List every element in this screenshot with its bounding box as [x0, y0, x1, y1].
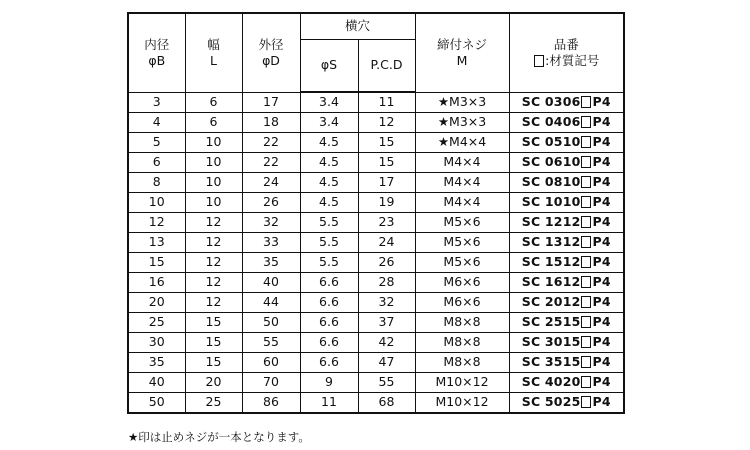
cell-inner-diameter: 25: [128, 313, 185, 333]
cell-pcd: 19: [358, 193, 415, 213]
table-row: [128, 353, 624, 373]
header-part-number: [509, 13, 624, 92]
cell-pcd: 37: [358, 313, 415, 333]
part-number-code: SC 3515: [521, 354, 581, 370]
table-row: [128, 193, 624, 213]
part-number-suffix: P4: [592, 374, 611, 390]
header-width-label: 幅: [207, 36, 220, 52]
table-row: [128, 273, 624, 293]
cell-hole-diameter: 6.6: [300, 353, 358, 373]
table-row: [128, 213, 624, 233]
cell-outer-diameter: 17: [242, 92, 300, 113]
cell-width: 12: [185, 213, 242, 233]
cell-part-number: [509, 373, 624, 393]
material-code-box-icon: [581, 196, 591, 208]
material-code-box-icon: [581, 256, 591, 268]
table-row: [128, 173, 624, 193]
cell-hole-diameter: 6.6: [300, 273, 358, 293]
cell-pcd: 12: [358, 113, 415, 133]
header-hole-diameter: φS: [300, 40, 358, 93]
cell-inner-diameter: 10: [128, 193, 185, 213]
cell-hole-diameter: 5.5: [300, 213, 358, 233]
header-screw-label: 締付ネジ: [437, 36, 488, 52]
cell-inner-diameter: 13: [128, 233, 185, 253]
cell-hole-diameter: 6.6: [300, 293, 358, 313]
cell-pcd: 23: [358, 213, 415, 233]
cell-outer-diameter: 55: [242, 333, 300, 353]
cell-screw: ★M3×3: [415, 113, 509, 133]
part-number-suffix: P4: [592, 234, 611, 250]
part-number-suffix: P4: [592, 254, 611, 270]
cell-width: 15: [185, 333, 242, 353]
cell-part-number: [509, 253, 624, 273]
material-code-box-icon: [581, 296, 591, 308]
cell-part-number: [509, 133, 624, 153]
cell-inner-diameter: 3: [128, 92, 185, 113]
cell-width: 10: [185, 153, 242, 173]
cell-inner-diameter: 35: [128, 353, 185, 373]
cell-pcd: 17: [358, 173, 415, 193]
cell-screw: M4×4: [415, 173, 509, 193]
header-screw-symbol: M: [456, 52, 468, 68]
material-code-box-icon: [581, 316, 591, 328]
cell-outer-diameter: 40: [242, 273, 300, 293]
material-code-box-icon: [581, 156, 591, 168]
part-number-suffix: P4: [592, 94, 611, 109]
part-number-suffix: P4: [592, 134, 611, 150]
part-number-code: SC 1212: [521, 214, 581, 230]
cell-pcd: 26: [358, 253, 415, 273]
cell-width: 12: [185, 253, 242, 273]
cell-screw: M8×8: [415, 333, 509, 353]
cell-outer-diameter: 86: [242, 393, 300, 414]
material-code-box-icon: [581, 216, 591, 228]
cell-part-number: [509, 293, 624, 313]
material-code-box-icon: [581, 376, 591, 388]
material-code-box-icon: [581, 396, 591, 408]
material-code-box-icon: [534, 55, 544, 67]
material-code-box-icon: [581, 236, 591, 248]
part-number-suffix: P4: [592, 394, 611, 410]
cell-outer-diameter: 26: [242, 193, 300, 213]
table-row: [128, 113, 624, 133]
cell-part-number: [509, 353, 624, 373]
cell-screw: M6×6: [415, 273, 509, 293]
cell-outer-diameter: 18: [242, 113, 300, 133]
cell-width: 20: [185, 373, 242, 393]
cell-screw: M4×4: [415, 153, 509, 173]
cell-screw: M8×8: [415, 353, 509, 373]
cell-part-number: [509, 233, 624, 253]
part-number-suffix: P4: [592, 334, 611, 350]
header-outer-diameter-label: 外径: [258, 36, 284, 52]
cell-inner-diameter: 6: [128, 153, 185, 173]
part-number-code: SC 0810: [521, 174, 581, 190]
header-width: [185, 13, 242, 92]
cell-pcd: 15: [358, 153, 415, 173]
cell-hole-diameter: 4.5: [300, 153, 358, 173]
cell-width: 15: [185, 313, 242, 333]
part-number-code: SC 3015: [521, 334, 581, 350]
cell-inner-diameter: 4: [128, 113, 185, 133]
cell-screw: M10×12: [415, 393, 509, 414]
header-outer-diameter: [242, 13, 300, 92]
table-row: [128, 233, 624, 253]
part-number-code: SC 4020: [521, 374, 581, 390]
spec-table: [127, 12, 625, 414]
material-code-box-icon: [581, 336, 591, 348]
table-row: [128, 153, 624, 173]
cell-hole-diameter: 4.5: [300, 133, 358, 153]
cell-outer-diameter: 50: [242, 313, 300, 333]
cell-screw: M5×6: [415, 253, 509, 273]
cell-pcd: 24: [358, 233, 415, 253]
part-number-suffix: P4: [592, 294, 611, 310]
cell-part-number: [509, 113, 624, 133]
cell-width: 25: [185, 393, 242, 414]
cell-hole-diameter: 4.5: [300, 173, 358, 193]
cell-screw: M4×4: [415, 193, 509, 213]
cell-screw: M8×8: [415, 313, 509, 333]
part-number-code: SC 0610: [521, 154, 581, 170]
cell-part-number: [509, 213, 624, 233]
table-row: [128, 313, 624, 333]
cell-inner-diameter: 15: [128, 253, 185, 273]
cell-outer-diameter: 33: [242, 233, 300, 253]
part-number-suffix: P4: [592, 274, 611, 290]
table-body: [128, 92, 624, 413]
cell-part-number: [509, 193, 624, 213]
cell-part-number: [509, 393, 624, 414]
cell-hole-diameter: 3.4: [300, 92, 358, 113]
cell-part-number: [509, 173, 624, 193]
material-code-box-icon: [581, 96, 591, 108]
material-code-box-icon: [581, 116, 591, 128]
part-number-suffix: P4: [592, 174, 611, 190]
cell-screw: M10×12: [415, 373, 509, 393]
part-number-suffix: P4: [592, 314, 611, 330]
table-row: [128, 92, 624, 113]
header-screw: [415, 13, 509, 92]
part-number-suffix: P4: [592, 194, 611, 210]
part-number-code: SC 0510: [521, 134, 581, 150]
cell-inner-diameter: 5: [128, 133, 185, 153]
cell-outer-diameter: 70: [242, 373, 300, 393]
cell-pcd: 55: [358, 373, 415, 393]
header-part-number-label: 品番: [553, 36, 579, 52]
cell-width: 12: [185, 293, 242, 313]
cell-width: 12: [185, 273, 242, 293]
cell-inner-diameter: 20: [128, 293, 185, 313]
material-code-box-icon: [581, 136, 591, 148]
cell-hole-diameter: 5.5: [300, 233, 358, 253]
header-inner-diameter-label: 内径: [144, 36, 170, 52]
header-outer-diameter-symbol: φD: [262, 52, 280, 68]
cell-pcd: 42: [358, 333, 415, 353]
cell-hole-diameter: 6.6: [300, 333, 358, 353]
header-material-code: [510, 53, 624, 69]
cell-pcd: 68: [358, 393, 415, 414]
part-number-suffix: P4: [592, 114, 611, 130]
cell-part-number: [509, 92, 624, 113]
header-pcd: P.C.D: [358, 40, 415, 93]
cell-screw: ★M4×4: [415, 133, 509, 153]
cell-width: 6: [185, 113, 242, 133]
header-inner-diameter-symbol: φB: [148, 52, 166, 68]
part-number-code: SC 0406: [521, 114, 581, 130]
cell-hole-diameter: 9: [300, 373, 358, 393]
table-header: [128, 13, 624, 92]
cell-screw: M5×6: [415, 213, 509, 233]
cell-width: 6: [185, 92, 242, 113]
cell-hole-diameter: 11: [300, 393, 358, 414]
header-side-hole: 横穴: [300, 13, 415, 40]
cell-inner-diameter: 40: [128, 373, 185, 393]
part-number-code: SC 2515: [521, 314, 581, 330]
table-row: [128, 333, 624, 353]
cell-part-number: [509, 153, 624, 173]
cell-outer-diameter: 35: [242, 253, 300, 273]
header-width-symbol: L: [210, 52, 217, 68]
cell-width: 12: [185, 233, 242, 253]
cell-pcd: 32: [358, 293, 415, 313]
cell-outer-diameter: 60: [242, 353, 300, 373]
cell-screw: ★M3×3: [415, 92, 509, 113]
cell-hole-diameter: 6.6: [300, 313, 358, 333]
part-number-suffix: P4: [592, 154, 611, 170]
cell-outer-diameter: 44: [242, 293, 300, 313]
cell-width: 15: [185, 353, 242, 373]
cell-hole-diameter: 4.5: [300, 193, 358, 213]
part-number-suffix: P4: [592, 354, 611, 370]
cell-inner-diameter: 16: [128, 273, 185, 293]
cell-outer-diameter: 22: [242, 153, 300, 173]
table-row: [128, 393, 624, 414]
part-number-code: SC 1612: [521, 274, 581, 290]
cell-width: 10: [185, 173, 242, 193]
cell-pcd: 47: [358, 353, 415, 373]
material-code-box-icon: [581, 276, 591, 288]
cell-inner-diameter: 8: [128, 173, 185, 193]
cell-pcd: 28: [358, 273, 415, 293]
cell-screw: M5×6: [415, 233, 509, 253]
header-inner-diameter: [128, 13, 185, 92]
cell-width: 10: [185, 193, 242, 213]
cell-inner-diameter: 50: [128, 393, 185, 414]
table-row: [128, 373, 624, 393]
cell-outer-diameter: 22: [242, 133, 300, 153]
material-code-box-icon: [581, 176, 591, 188]
footnote: ★印は止めネジが一本となります。: [128, 430, 310, 444]
table-row: [128, 293, 624, 313]
cell-part-number: [509, 313, 624, 333]
material-code-box-icon: [581, 356, 591, 368]
cell-screw: M6×6: [415, 293, 509, 313]
cell-part-number: [509, 273, 624, 293]
part-number-code: SC 1312: [521, 234, 581, 250]
part-number-code: SC 0306: [521, 94, 581, 109]
part-number-code: SC 2012: [521, 294, 581, 310]
cell-outer-diameter: 32: [242, 213, 300, 233]
cell-part-number: [509, 333, 624, 353]
part-number-code: SC 5025: [521, 394, 581, 410]
cell-outer-diameter: 24: [242, 173, 300, 193]
cell-inner-diameter: 12: [128, 213, 185, 233]
cell-hole-diameter: 3.4: [300, 113, 358, 133]
part-number-suffix: P4: [592, 214, 611, 230]
table-row: [128, 133, 624, 153]
cell-hole-diameter: 5.5: [300, 253, 358, 273]
table-row: [128, 253, 624, 273]
cell-pcd: 11: [358, 92, 415, 113]
header-material-code-label: :材質記号: [545, 52, 600, 68]
cell-width: 10: [185, 133, 242, 153]
cell-inner-diameter: 30: [128, 333, 185, 353]
part-number-code: SC 1010: [521, 194, 581, 210]
cell-pcd: 15: [358, 133, 415, 153]
part-number-code: SC 1512: [521, 254, 581, 270]
